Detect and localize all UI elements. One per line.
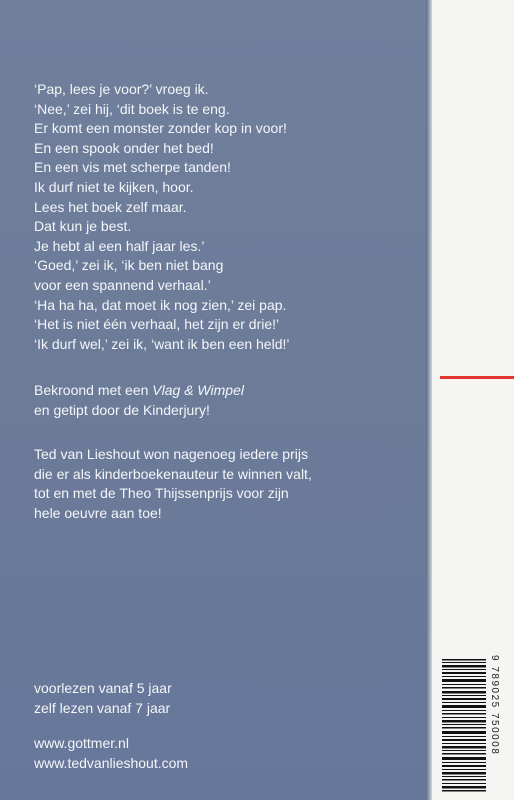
poem-line: En een vis met scherpe tanden! [34,159,231,176]
award-title: Vlag & Wimpel [152,382,244,398]
isbn-digits: 9 789025 750008 [489,655,500,756]
poem-line: ‘Ha ha ha, dat moet ik nog zien,’ zei pap. [34,296,287,313]
read-aloud-age: voorlezen vanaf 5 jaar [34,680,172,696]
poem-text [34,80,290,354]
award-text [34,381,244,420]
poem-line: ‘Ik durf wel,’ zei ik, ‘want ik ben een held!’ [34,335,290,352]
poem-line: En een spook onder het bed! [34,139,214,156]
poem-line: Dat kun je best. [34,218,132,235]
poem-line: ‘Pap, lees je voor?’ vroeg ik. [34,81,209,97]
red-accent-line [440,376,514,379]
poem-line: Er komt een monster zonder kop in voor! [34,120,287,137]
barcode [440,655,500,795]
award-line [34,381,244,401]
poem-line: Lees het boek zelf maar. [34,198,187,215]
author-line: Ted van Lieshout won nagenoeg iedere prijs [34,446,308,462]
poem-line: voor een spannend verhaal.’ [34,276,211,293]
author-line: die er als kinderboekenauteur te winnen valt, [34,465,312,482]
website-publisher: www.gottmer.nl [34,735,129,751]
award-line: en getipt door de Kinderjury! [34,401,210,418]
author-line: hele oeuvre aan toe! [34,504,162,521]
poem-line: ‘Goed,’ zei ik, ‘ik ben niet bang [34,257,224,274]
website-author: www.tedvanlieshout.com [34,754,189,771]
author-bio [34,445,312,523]
barcode-bars-icon [442,655,486,795]
poem-line: ‘Nee,’ zei hij, ‘dit boek is te eng. [34,100,230,117]
poem-line: Ik durf niet te kijken, hoor. [34,178,194,195]
read-self-age: zelf lezen vanaf 7 jaar [34,699,171,716]
poem-line: ‘Het is niet één verhaal, het zijn er drie!’ [34,316,280,333]
websites [34,734,188,773]
award-prefix: Bekroond met een [34,382,153,398]
poem-line: Je hebt al een half jaar les.’ [34,237,205,254]
age-info [34,679,172,718]
author-line: tot en met de Theo Thijssenprijs voor zijn [34,485,289,502]
